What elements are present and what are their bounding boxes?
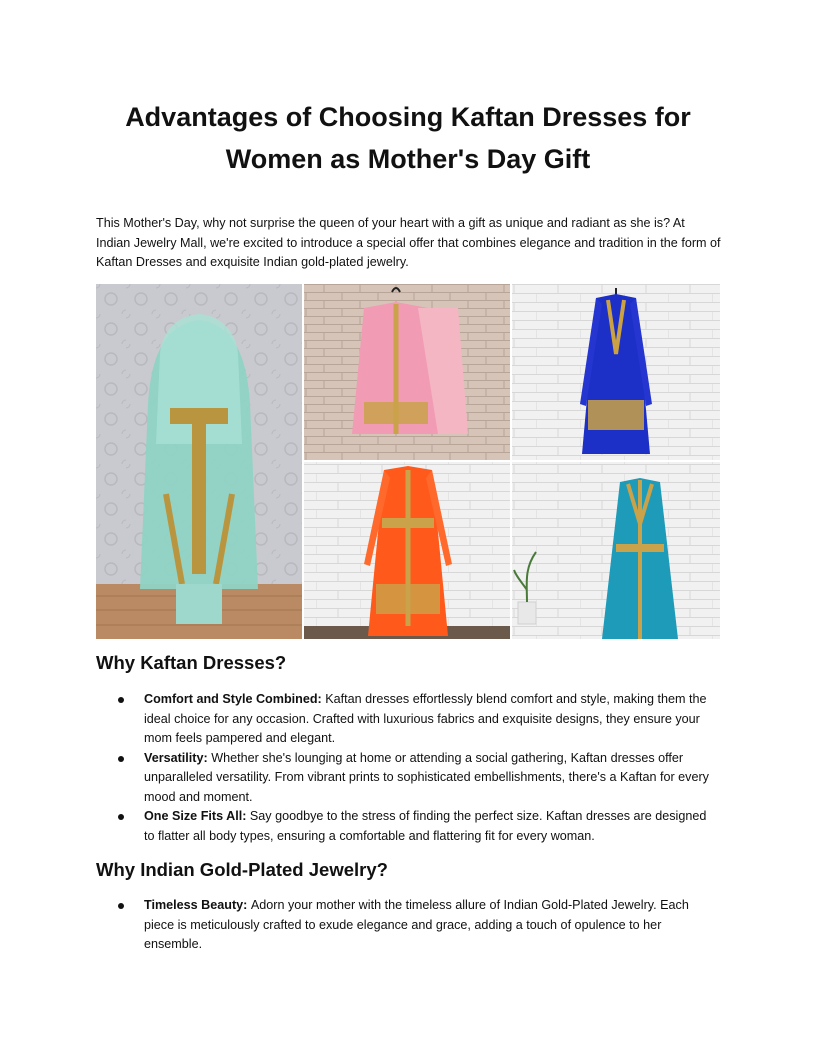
list-item-term: Timeless Beauty:	[144, 898, 251, 912]
kaftan-teal-photo	[512, 462, 720, 639]
list-item-text: Kaftan dresses effortlessly blend comfort and style, making them the ideal choice for any occasion. Crafted with luxurious fabrics and exquisite designs, they ensure your mom feels pampered and elegant.	[144, 692, 707, 745]
kaftan-orange-photo	[304, 462, 510, 639]
bullet-icon	[118, 814, 124, 820]
list-item	[96, 749, 720, 808]
kaftan-benefits-list	[96, 690, 720, 846]
list-item	[96, 807, 720, 846]
list-item	[96, 896, 720, 955]
list-item-text: Adorn your mother with the timeless allure of Indian Gold-Plated Jewelry. Each piece is meticulously crafted to exude elegance and grace, adding a touch of opulence to her ensemble.	[144, 898, 689, 951]
list-item-term: Comfort and Style Combined:	[144, 692, 326, 706]
section-heading-jewelry: Why Indian Gold-Plated Jewelry?	[96, 859, 388, 880]
list-item-term: One Size Fits All:	[144, 809, 250, 823]
list-item-text: Say goodbye to the stress of finding the perfect size. Kaftan dresses are designed to flatter all body types, ensuring a comfortable and flattering fit for every woman.	[144, 809, 707, 843]
bullet-icon	[118, 756, 124, 762]
kaftan-turquoise-photo	[96, 284, 302, 639]
kaftan-royal-blue-photo	[512, 284, 720, 460]
section-heading-kaftan: Why Kaftan Dresses?	[96, 652, 287, 673]
bullet-icon	[118, 697, 124, 703]
list-item	[96, 690, 720, 749]
kaftan-pink-photo	[304, 284, 510, 460]
list-item-text: Whether she's lounging at home or attending a social gathering, Kaftan dresses offer unparalleled versatility. From vibrant prints to sophisticated embellishments, there's a Kaftan for every mood and moment.	[144, 750, 709, 804]
kaftan-photo-collage	[96, 284, 720, 639]
intro-paragraph: This Mother's Day, why not surprise the queen of your heart with a gift as unique and radiant as she is? At Indian Jewelry Mall, we're excited to introduce a special offer that combines elegance and tradition in the form of Kaftan Dresses and exquisite Indian gold-plated jewelry.	[96, 216, 721, 269]
document-title: Advantages of Choosing Kaftan Dresses for Women as Mother's Day Gift	[125, 102, 691, 174]
jewelry-benefits-list	[96, 896, 720, 955]
list-item-term: Versatility:	[144, 750, 212, 765]
bullet-icon	[118, 903, 124, 909]
